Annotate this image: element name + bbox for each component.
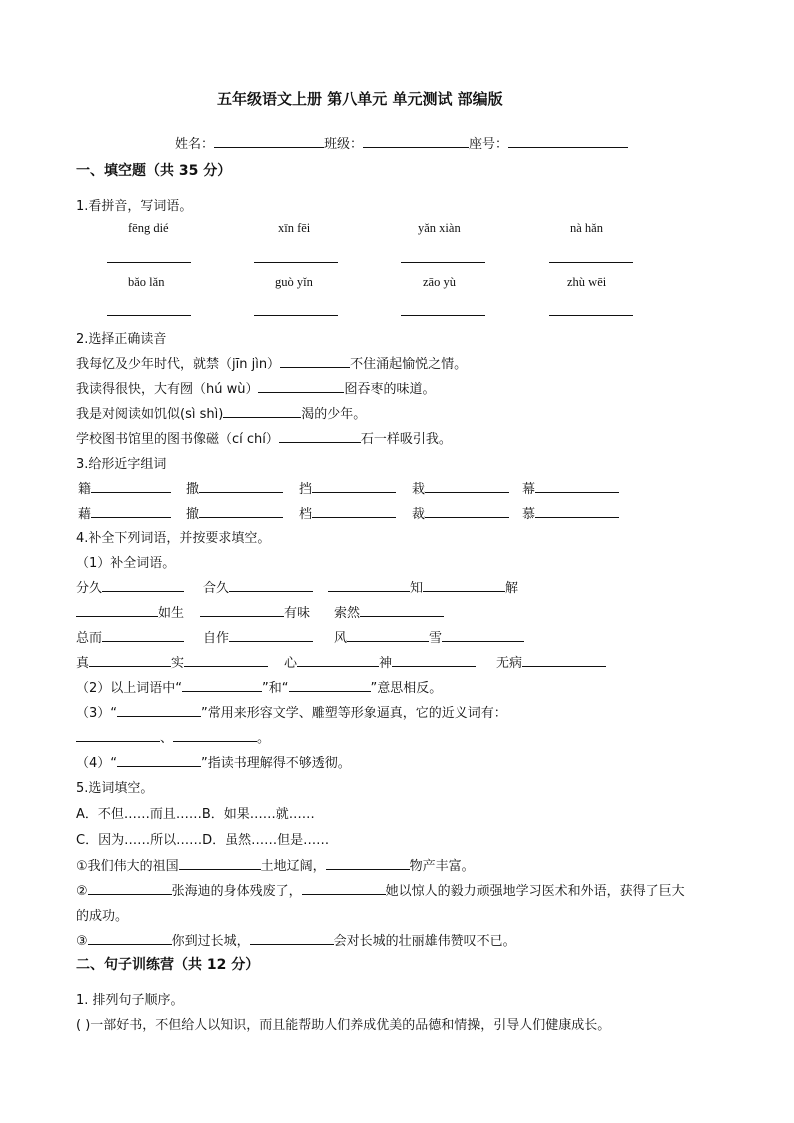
answer-blank[interactable] (173, 728, 257, 742)
answer-blank[interactable] (279, 429, 361, 443)
q4-text: 自作 (203, 631, 230, 646)
q5-sentence-3 (76, 930, 516, 949)
answer-blank[interactable] (401, 315, 485, 316)
q5-text: 她以惊人的毅力顽强地学习医术和外语，获得了巨大 (385, 884, 685, 899)
q4-text: 总而 (76, 631, 103, 646)
q2-text: 我是对阅读如饥似(sì shì) (76, 407, 224, 422)
q5-text: 物产丰富。 (409, 859, 475, 874)
pinyin: guò yǐn (275, 275, 313, 289)
answer-blank[interactable] (102, 628, 184, 642)
q4-item (334, 627, 524, 646)
seat-field[interactable] (508, 134, 628, 148)
char: 挡 (299, 482, 313, 497)
q3-item (78, 478, 171, 497)
q4-text: ”指读书理解得不够透彻。 (201, 756, 351, 771)
answer-blank[interactable] (522, 653, 606, 667)
q3-item (412, 478, 509, 497)
answer-blank[interactable] (89, 653, 171, 667)
q1-label: 1.看拼音，写词语。 (76, 199, 193, 214)
q4-item (203, 627, 313, 646)
answer-blank[interactable] (179, 856, 261, 870)
answer-blank[interactable] (88, 931, 172, 945)
answer-blank[interactable] (360, 603, 444, 617)
q5-sentence-1 (76, 855, 475, 874)
answer-blank[interactable] (280, 354, 350, 368)
q4-label: 4.补全下列词语，并按要求填空。 (76, 531, 271, 546)
answer-blank[interactable] (182, 678, 262, 692)
answer-blank[interactable] (107, 262, 191, 263)
answer-blank[interactable] (312, 504, 396, 518)
q4-text: 合久 (203, 581, 230, 596)
q4-item (496, 652, 606, 671)
pinyin: nà hǎn (570, 221, 603, 235)
answer-blank[interactable] (549, 315, 633, 316)
char: 慕 (522, 507, 536, 522)
q4-text: （2）以上词语中“ (76, 681, 183, 696)
q2-line (76, 428, 452, 447)
answer-blank[interactable] (289, 678, 371, 692)
answer-blank[interactable] (250, 931, 334, 945)
answer-blank[interactable] (88, 881, 172, 895)
answer-blank[interactable] (76, 728, 160, 742)
q3-label: 3.给形近字组词 (76, 457, 167, 472)
answer-blank[interactable] (200, 603, 284, 617)
q2-text: 我每忆及少年时代，就禁（jīn jìn） (76, 357, 281, 372)
q4-text: 心 (284, 656, 298, 671)
answer-blank[interactable] (107, 315, 191, 316)
q5-text: 你到过长城， (171, 934, 250, 949)
s2-q1-label: 1. 排列句子顺序。 (76, 993, 184, 1008)
q4-sub4 (76, 752, 351, 771)
q4-text: 知 (410, 581, 424, 596)
seat-label: 座号： (469, 137, 509, 152)
section2-heading: 二、句子训练营（共 12 分） (76, 957, 260, 973)
answer-blank[interactable] (442, 628, 524, 642)
section1-heading: 一、填空题（共 35 分） (76, 163, 232, 179)
pinyin: xīn fēi (278, 221, 311, 235)
q4-text: 无病 (496, 656, 523, 671)
answer-blank[interactable] (254, 315, 338, 316)
q4-text: 风 (334, 631, 348, 646)
q2-text: 学校图书馆里的图书像磁（cí chí） (76, 432, 279, 447)
q3-item (299, 503, 396, 522)
q4-sub2 (76, 677, 442, 696)
answer-blank[interactable] (425, 479, 509, 493)
q5-text: ② (76, 884, 88, 899)
answer-blank[interactable] (328, 578, 410, 592)
q4-text: 有味 (284, 606, 311, 621)
q4-text: 实 (171, 656, 185, 671)
answer-blank[interactable] (549, 262, 633, 263)
q4-item (203, 577, 313, 596)
answer-blank[interactable] (229, 578, 313, 592)
q2-text: 不住涌起愉悦之情。 (350, 357, 468, 372)
answer-blank[interactable] (91, 479, 171, 493)
q4-text: 、 (160, 731, 174, 746)
q3-item (299, 478, 396, 497)
answer-blank[interactable] (347, 628, 429, 642)
char: 档 (299, 507, 313, 522)
answer-blank[interactable] (199, 479, 283, 493)
char: 藉 (78, 507, 92, 522)
q2-line (76, 403, 366, 422)
q4-item (76, 627, 184, 646)
q2-label: 2.选择正确读音 (76, 332, 167, 347)
q4-sub3-answers (76, 727, 270, 746)
char: 撒 (186, 482, 200, 497)
q2-line (76, 353, 467, 372)
char: 撤 (186, 507, 200, 522)
q4-text: 索然 (334, 606, 361, 621)
answer-blank[interactable] (102, 578, 184, 592)
char: 栽 (412, 482, 426, 497)
q5-sentence-2-cont: 的成功。 (76, 909, 129, 924)
q4-text: 雪 (429, 631, 443, 646)
q3-item (522, 503, 619, 522)
q2-line (76, 378, 436, 397)
answer-blank[interactable] (254, 262, 338, 263)
page-title: 五年级语文上册 第八单元 单元测试 部编版 (217, 90, 503, 108)
name-label: 姓名： (175, 137, 215, 152)
q5-text: 张海迪的身体残废了， (171, 884, 302, 899)
pinyin: zāo yù (423, 275, 456, 289)
q4-sub3 (76, 702, 507, 721)
q3-item (78, 503, 171, 522)
q4-text: ”意思相反。 (370, 681, 443, 696)
q5-text: ①我们伟大的祖国 (76, 859, 179, 874)
q3-item (186, 503, 283, 522)
q4-text: 分久 (76, 581, 103, 596)
answer-blank[interactable] (425, 504, 509, 518)
q4-text: 解 (505, 581, 519, 596)
q5-text: 会对长城的壮丽雄伟赞叹不已。 (333, 934, 516, 949)
answer-blank[interactable] (117, 753, 201, 767)
q2-text: 囵吞枣的味道。 (344, 382, 436, 397)
answer-blank[interactable] (302, 881, 386, 895)
class-label: 班级： (324, 137, 364, 152)
answer-blank[interactable] (423, 578, 505, 592)
q4-item (284, 652, 476, 671)
answer-blank[interactable] (229, 628, 313, 642)
q4-text: ”和“ (262, 681, 289, 696)
answer-blank[interactable] (392, 653, 476, 667)
answer-blank[interactable] (326, 856, 410, 870)
q3-item (186, 478, 283, 497)
q4-text: （3）“ (76, 706, 118, 721)
q2-text: 我读得很快，大有囫（hú wù） (76, 382, 259, 397)
answer-blank[interactable] (312, 479, 396, 493)
student-info-row (175, 133, 628, 152)
q4-text: ”常用来形容文学、雕塑等形象逼真，它的近义词有： (201, 706, 507, 721)
q5-text: 土地辽阔， (260, 859, 326, 874)
q3-item (412, 503, 509, 522)
q4-text: 真 (76, 656, 90, 671)
q4-text: （4）“ (76, 756, 118, 771)
answer-blank[interactable] (535, 504, 619, 518)
pinyin: bǎo lǎn (128, 275, 165, 289)
q4-sub1: （1）补全词语。 (76, 556, 176, 571)
q5-options-ab: A．不但……而且……B．如果……就…… (76, 807, 315, 822)
q2-text: 石一样吸引我。 (360, 432, 452, 447)
q5-sentence-2 (76, 880, 685, 899)
q4-text: 如生 (158, 606, 185, 621)
answer-blank[interactable] (76, 603, 158, 617)
answer-blank[interactable] (297, 653, 379, 667)
char: 裁 (412, 507, 426, 522)
answer-blank[interactable] (535, 479, 619, 493)
q2-text: 渴的少年。 (301, 407, 367, 422)
q4-item (334, 602, 444, 621)
answer-blank[interactable] (223, 404, 301, 418)
q4-item (76, 602, 184, 621)
q4-item (200, 602, 310, 621)
q5-text: ③ (76, 934, 88, 949)
answer-blank[interactable] (184, 653, 268, 667)
pinyin: fēng dié (128, 221, 169, 235)
q4-item (76, 652, 268, 671)
q4-text: 神 (379, 656, 393, 671)
q4-text: 。 (257, 731, 271, 746)
answer-blank[interactable] (117, 703, 201, 717)
q4-item (328, 577, 518, 596)
q4-item (76, 577, 184, 596)
q3-item (522, 478, 619, 497)
char: 幕 (522, 482, 536, 497)
answer-blank[interactable] (258, 379, 344, 393)
name-field[interactable] (214, 134, 324, 148)
pinyin: yǎn xiàn (418, 221, 461, 235)
char: 籍 (78, 482, 92, 497)
q5-label: 5.选词填空。 (76, 781, 154, 796)
q5-options-cd: C．因为……所以……D．虽然……但是…… (76, 833, 330, 848)
answer-blank[interactable] (401, 262, 485, 263)
pinyin: zhù wēi (567, 275, 607, 289)
s2-q1-line: ( )一部好书，不但给人以知识，而且能帮助人们养成优美的品德和情操，引导人们健康成长。 (76, 1018, 611, 1033)
answer-blank[interactable] (91, 504, 171, 518)
answer-blank[interactable] (199, 504, 283, 518)
class-field[interactable] (363, 134, 469, 148)
